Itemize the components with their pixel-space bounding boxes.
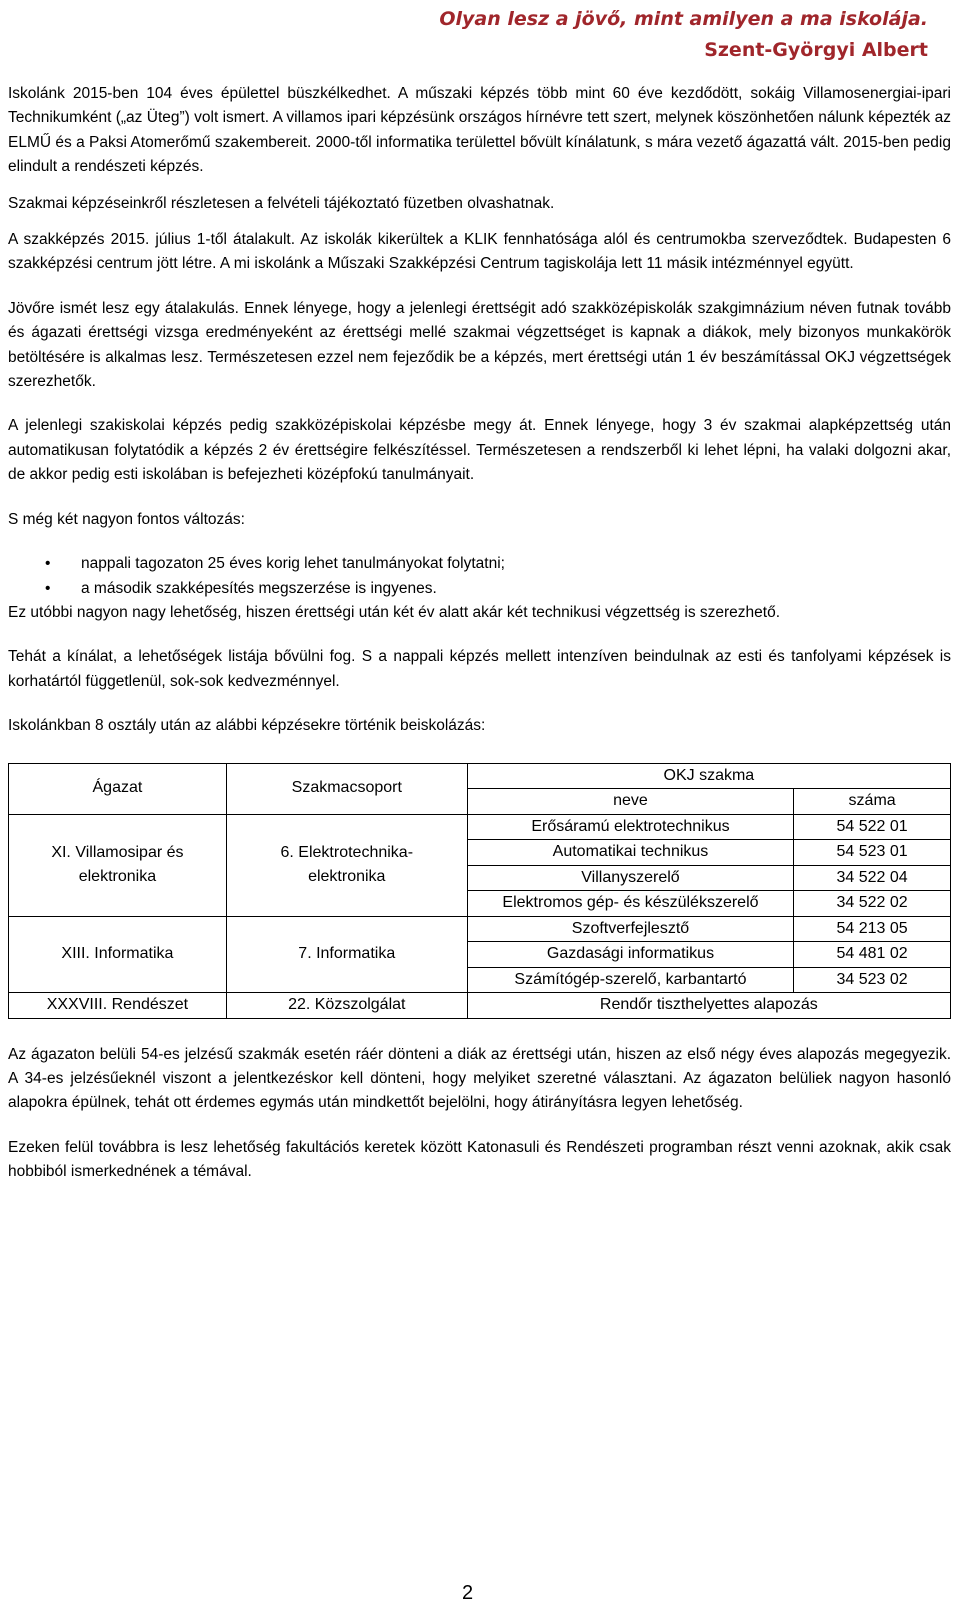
table-row bbox=[9, 814, 951, 840]
cell-szakmacsoport: 6. Elektrotechnika-elektronika bbox=[226, 814, 467, 916]
paragraph-extra-programs: Ezeken felül továbbra is lesz lehetőség fakultációs keretek között Katonasuli és Rendészeti programban részt venni azoknak, akik csak hobbiból ismerkednének a témával. bbox=[8, 1138, 951, 1181]
changes-list bbox=[8, 552, 951, 601]
cell-szama: 34 522 02 bbox=[794, 891, 951, 917]
paragraph-offer: Tehát a kínálat, a lehetőségek listája bővülni fog. S a nappali képzés mellett intenzíven beindulnak az esti és tanfolyami képzések is korhatártól függetlenül, sok-sok kedvezménnyel. bbox=[8, 648, 951, 690]
header-szama: száma bbox=[794, 789, 951, 815]
paragraph-reform-2015: A szakképzés 2015. július 1-től átalakult. Az iskolák kikerültek a KLIK fennhatósága alól és centrumokba szerveződtek. Budapesten 6 szakképzési centrum jött létre. A mi iskolánk a Műszaki Szakképzési Centrum tagiskolája lett 11 másik intézménnyel együtt. bbox=[8, 231, 951, 273]
document-body bbox=[8, 82, 951, 1185]
cell-neve: Erősáramú elektrotechnikus bbox=[467, 814, 794, 840]
paragraph-next-year: Jövőre ismét lesz egy átalakulás. Ennek lényege, hogy a jelenlegi érettségit adó szakközépiskolák szakgimnázium néven futnak tovább és ágazati érettségi vizsga eredményeként az érettségi mellé szakmai végzettséget is kapnak a diákok, mely bizonyos munkakörök betöltésére is alkalmas lesz. Természetesen ezzel nem fejeződik be a képzés, mert érettségi után 1 év beszámítással OKJ végzettségek szerezhetők. bbox=[8, 299, 951, 391]
paragraph-enrollment: Iskolánkban 8 osztály után az alábbi képzésekre történik beiskolázás: bbox=[8, 717, 486, 735]
cell-szakmacsoport: 22. Közszolgálat bbox=[226, 993, 467, 1019]
table-row bbox=[9, 993, 951, 1019]
cell-neve: Számítógép-szerelő, karbantartó bbox=[467, 967, 794, 993]
cell-agazat: XIII. Informatika bbox=[9, 916, 227, 993]
header-agazat: Ágazat bbox=[9, 763, 227, 814]
cell-szama: 34 523 02 bbox=[794, 967, 951, 993]
header-okj: OKJ szakma bbox=[467, 763, 950, 789]
cell-neve: Gazdasági informatikus bbox=[467, 942, 794, 968]
page-header bbox=[439, 4, 928, 66]
paragraph-opportunity: Ez utóbbi nagyon nagy lehetőség, hiszen érettségi után két év alatt akár két technikusi végzettség is szerezhető. bbox=[8, 603, 781, 621]
cell-szama: 54 481 02 bbox=[794, 942, 951, 968]
cell-szama: 54 213 05 bbox=[794, 916, 951, 942]
page-number: 2 bbox=[462, 1582, 474, 1604]
header-motto: Olyan lesz a jövő, mint amilyen a ma iskolája. bbox=[439, 8, 928, 30]
header-szakmacsoport: Szakmacsoport bbox=[226, 763, 467, 814]
cell-szakmacsoport: 7. Informatika bbox=[226, 916, 467, 993]
paragraph-changes-intro: S még két nagyon fontos változás: bbox=[8, 510, 245, 528]
paragraph-vocational: A jelenlegi szakiskolai képzés pedig szakközépiskolai képzésbe megy át. Ennek lényege, hogy 3 év szakmai alapképzettség után automatikusan folytatódik a képzés 2 év érettségire felkészítéssel. Természetesen a rendszerből ki lehet lépni, ha valaki dolgozni akar, de akkor pedig esti iskolában is befejezheti középfokú tanulmányait. bbox=[8, 417, 951, 484]
cell-szama: 54 522 01 bbox=[794, 814, 951, 840]
cell-agazat: XI. Villamosipar és elektronika bbox=[9, 814, 227, 916]
cell-merged: Rendőr tiszthelyettes alapozás bbox=[467, 993, 950, 1019]
cell-szama: 34 522 04 bbox=[794, 865, 951, 891]
cell-neve: Automatikai technikus bbox=[467, 840, 794, 866]
table-row bbox=[9, 763, 951, 789]
header-author: Szent-Györgyi Albert bbox=[704, 39, 928, 61]
list-item: • a második szakképesítés megszerzése is ingyenes. bbox=[8, 577, 951, 601]
cell-agazat: XXXVIII. Rendészet bbox=[9, 993, 227, 1019]
cell-szama: 54 523 01 bbox=[794, 840, 951, 866]
paragraph-history: Iskolánk 2015-ben 104 éves épülettel büszkélkedhet. A műszaki képzés több mint 60 éve kezdődött, sokáig Villamosenergiai-ipari Technikumként („az Üteg”) volt ismert. A villamos ipari képzésünk országos hírnévre tett szert, melynek köszönhetően nálunk képezték az ELMŰ és a Paksi Atomerőmű szakembereit. 2000-től informatika területtel bővült kínálatunk, s mára vezető ágazattá vált. 2015-ben pedig elindult a rendészeti képzés. bbox=[8, 85, 951, 176]
header-neve: neve bbox=[467, 789, 794, 815]
table-row bbox=[9, 916, 951, 942]
paragraph-brochure: Szakmai képzéseinkről részletesen a felvételi tájékoztató füzetben olvashatnak. bbox=[8, 194, 555, 212]
cell-neve: Elektromos gép- és készülékszerelő bbox=[467, 891, 794, 917]
cell-neve: Villanyszerelő bbox=[467, 865, 794, 891]
cell-neve: Szoftverfejlesztő bbox=[467, 916, 794, 942]
paragraph-54-34: Az ágazaton belüli 54-es jelzésű szakmák esetén ráér dönteni a diák az érettségi után, hiszen az első négy éves alapozás megegyezik. A 34-es jelzésűeknél viszont a jelentkezéskor kell dönteni, hogy melyiket szeretné választani. Az ágazaton belüliek nagyon hasonló alapokra épülnek, tehát ott érdemes egymás után mindkettőt bejelölni, hogy átirányításra legyen lehetőség. bbox=[8, 1045, 951, 1112]
training-table bbox=[8, 763, 951, 1019]
list-item: • nappali tagozaton 25 éves korig lehet tanulmányokat folytatni; bbox=[8, 552, 951, 576]
